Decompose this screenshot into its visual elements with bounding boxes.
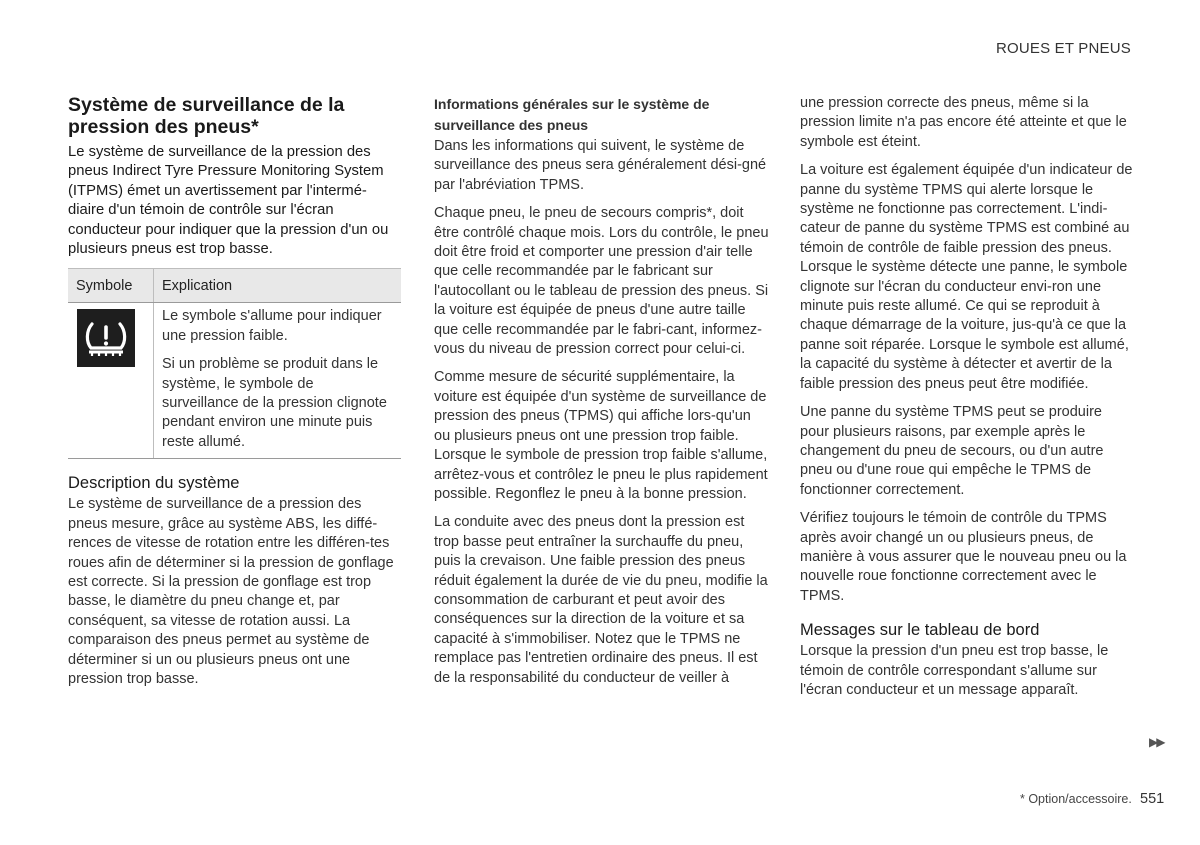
explanation-text: Si un problème se produit dans le système, le symbole de surveillance de la pression clignote pendant environ une minute puis reste allumé. [162, 356, 387, 450]
footnote: * Option/accessoire. [1020, 792, 1132, 806]
column-left [68, 94, 401, 698]
body-paragraph: Vérifiez toujours le témoin de contrôle du TPMS après avoir changé un ou plusieurs pneus, de manière à vous assurer que le nouveau pneu ou la nouvelle roue fonctionne correctement avec le TPMS. [800, 510, 1127, 604]
double-arrow-right-icon: ▶▶ [1149, 735, 1164, 749]
page-number: 551 [1140, 791, 1165, 807]
body-paragraph: Une panne du système TPMS peut se produire pour plusieurs raisons, par exemple après le changement du pneu de secours, ou d'un autre pneu ou d'une roue qui empêche le TPMS de fonctionner correctement. [800, 404, 1104, 498]
column-right [800, 94, 1133, 709]
section-heading-general-info: Informations générales sur le système de surveillance des pneus [434, 96, 710, 133]
description-paragraph: Le système de surveillance de a pression des pneus mesure, grâce au système ABS, les diffé-rences de vitesse de rotation entre les différen-tes roues afin de déterminer si la pression de gonflage est correcte. Si la pression de gonflage est trop basse, le diamètre du pneu change et, par conséquent, sa vitesse de rotation aussi. La comparaison des pneus permet au système de déterminer si un ou plusieurs pneus ont une pression trop basse. [68, 496, 394, 687]
body-paragraph: Dans les informations qui suivent, le système de surveillance des pneus sera généralement dési-gné par l'abréviation TPMS. [434, 138, 767, 193]
explanation-text: Le symbole s'allume pour indiquer une pression faible. [162, 308, 382, 344]
section-heading-description: Description du système [68, 474, 240, 493]
intro-paragraph: Le système de surveillance de la pression des pneus Indirect Tyre Pressure Monitoring System (ITPMS) émet un avertissement par l'intermé-diaire d'un témoin de contrôle sur l'écran conducteur pour indiquer que la pression d'un ou plusieurs pneus est trop basse. [68, 144, 389, 258]
symbol-table [68, 268, 401, 459]
body-paragraph: une pression correcte des pneus, même si la pression limite n'a pas encore été atteinte et que le symbole est éteint. [800, 95, 1127, 150]
explanation-column-header: Explication [154, 269, 402, 303]
section-heading-messages: Messages sur le tableau de bord [800, 621, 1040, 640]
table-row [68, 303, 401, 459]
section-header: ROUES ET PNEUS [995, 40, 1131, 57]
page-title: Système de surveillance de la pression des pneus* [68, 94, 345, 138]
column-middle [434, 94, 769, 697]
body-paragraph: Comme mesure de sécurité supplémentaire, la voiture est équipée d'un système de surveillance de pression des pneus (TPMS) qui affiche lors-qu'un ou plusieurs pneus ont une pression trop faible. Lorsque le symbole de pression trop faible s'allume, arrêtez-vous et contrôlez le pneu le plus rapidement possible. Regonflez le pneu à la bonne pression. [434, 369, 768, 502]
symbol-cell [68, 303, 154, 459]
symbol-column-header: Symbole [68, 269, 154, 303]
explanation-cell [154, 303, 402, 459]
tpms-warning-icon [77, 309, 135, 367]
body-paragraph: La conduite avec des pneus dont la pression est trop basse peut entraîner la surchauffe du pneu, puis la crevaison. Une faible pression des pneus réduit également la durée de vie du pneu, modifie la consommation de carburant et peut avoir des conséquences sur la direction de la voiture et sa capacité à s'immobiliser. Notez que le TPMS ne remplace pas l'entretien ordinaire des pneus. Il est de la responsabilité du conducteur de veiller à [434, 514, 768, 686]
messages-paragraph: Lorsque la pression d'un pneu est trop basse, le témoin de contrôle correspondant s'allume sur l'écran conducteur et un message apparaît. [800, 643, 1109, 698]
body-paragraph: Chaque pneu, le pneu de secours compris*, doit être contrôlé chaque mois. Lors du contrôle, le pneu doit être froid et comporter une pression d'air telle que celle recommandée par le fabricant sur l'autocollant ou le tableau de pression des pneus. Si la voiture est équipée de pneus d'une autre taille que celle recommandée par le fabri-cant, informez-vous du niveau de pression correct pour celui-ci. [434, 205, 769, 358]
body-paragraph: La voiture est également équipée d'un indicateur de panne du système TPMS qui alerte lorsque le système ne fonctionne pas correctement. L'indi-cateur de panne du système TPMS est combiné au témoin de contrôle de faible pression des pneus. Lorsque le système détecte une panne, le symbole clignote sur l'écran du conducteur envi-ron une minute puis reste allumé. Ce qui se reproduit à chaque démarrage de la voiture, jus-qu'à ce que la panne soit réparée. Lorsque le symbole est allumé, la capacité du système à détecter et avertir de la faible pression des pneus peut être modifiée. [800, 162, 1133, 392]
